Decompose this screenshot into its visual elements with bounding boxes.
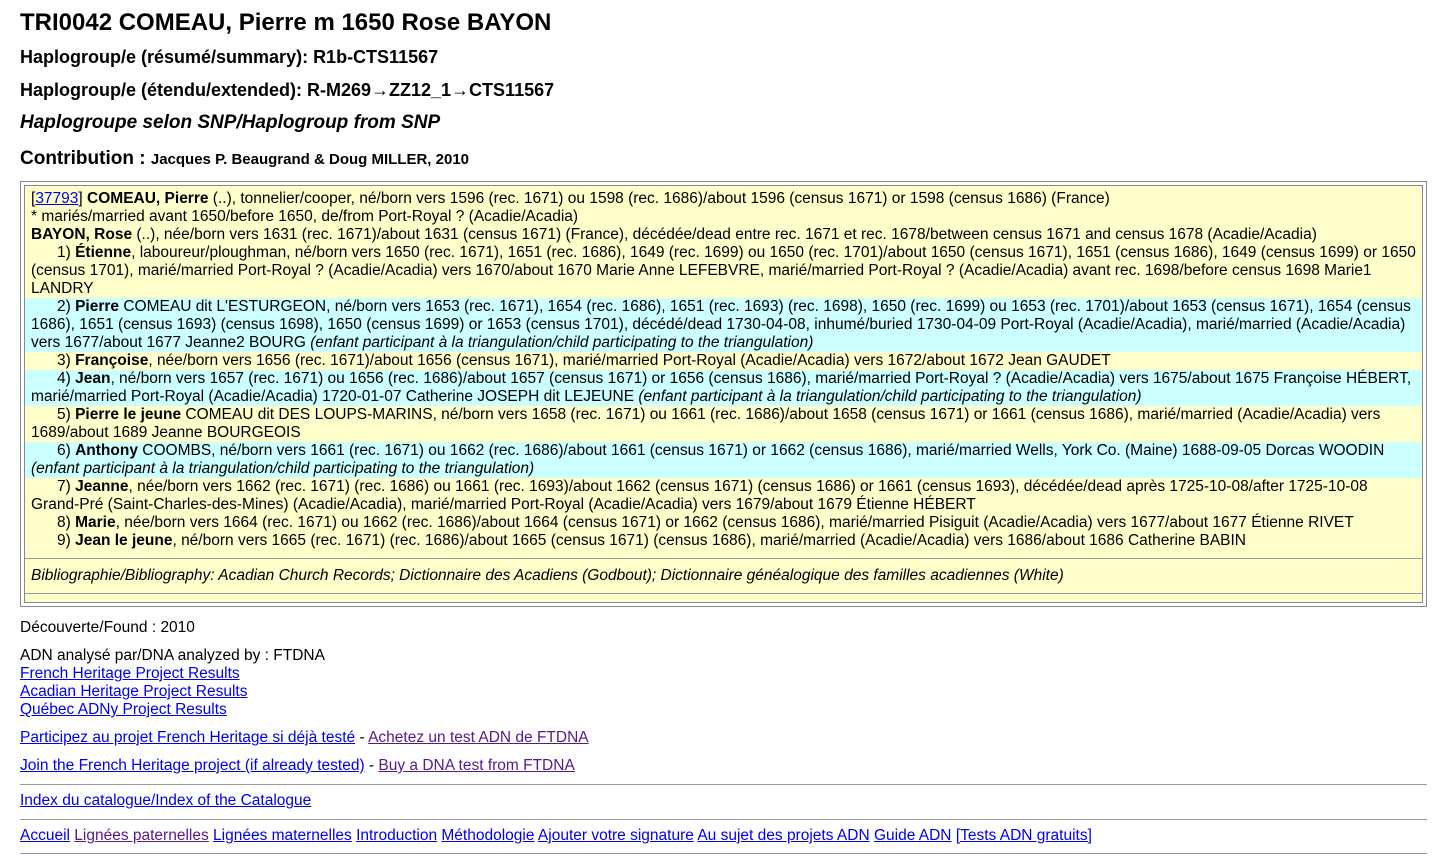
quebec-adny-results-link[interactable]: Québec ADNy Project Results bbox=[20, 701, 227, 718]
child-name: Pierre bbox=[75, 298, 120, 315]
triangulation-note: (enfant participant à la triangulation/child participating to the triangulation) bbox=[310, 334, 814, 351]
child-row: 9) Jean le jeune, né/born vers 1665 (rec. 1671) (rec. 1686)/about 1665 (census 1671) (census 1686), marié/married (Acadie/Acadia) vers 1686/about 1686 Catherine BABIN bbox=[25, 532, 1422, 558]
nav-methodologie[interactable]: Méthodologie bbox=[441, 827, 535, 844]
nav-introduction[interactable]: Introduction bbox=[356, 827, 438, 844]
marriage-line: * mariés/married avant 1650/before 1650, de/from Port-Royal ? (Acadie/Acadia) bbox=[31, 208, 579, 225]
contribution-label: Contribution : bbox=[20, 148, 151, 169]
haplogroup-summary: Haplogroup/e (résumé/summary): R1b-CTS11567 bbox=[20, 47, 439, 67]
found-year: Découverte/Found : 2010 bbox=[20, 619, 195, 636]
record-cell bbox=[24, 185, 1423, 603]
record-id-link[interactable]: 37793 bbox=[35, 190, 79, 207]
spouse-line bbox=[31, 226, 1416, 244]
child-name: Jeanne bbox=[75, 478, 129, 495]
page-title: TRI0042 COMEAU, Pierre m 1650 Rose BAYON bbox=[20, 9, 552, 36]
child-row: 4) Jean, né/born vers 1657 (rec. 1671) ou 1656 (rec. 1686)/about 1657 (census 1671) or 1656 (census 1686), marié/married Port-Royal ? (Acadie/Acadia) vers 1675/about 1675 Françoise HÉBERT, marié/married Port-Royal (Acadie/Acadia) 1720-01-07 Catherine JOSEPH dit LEJEUNE (enfant participant à la triangulation/child participating to the triangulation) bbox=[25, 370, 1422, 406]
child-row: 3) Françoise, née/born vers 1656 (rec. 1671)/about 1656 (census 1671), marié/married Port-Royal (Acadie/Acadia) vers 1672/about 1672 Jean GAUDET bbox=[25, 352, 1422, 370]
head-name: COMEAU, Pierre bbox=[87, 190, 209, 207]
contribution-authors: Jacques P. Beaugrand & Doug MILLER, 2010 bbox=[150, 151, 470, 168]
spouse-details: (..), née/born vers 1631 (rec. 1671)/about 1631 (census 1671) (France), décédée/dead entre rec. 1671 et rec. 1678/between census 1671 and census 1678 (Acadie/Acadia) bbox=[132, 226, 1317, 243]
buy-test-en-link[interactable]: Buy a DNA test from FTDNA bbox=[378, 757, 575, 774]
child-name: Françoise bbox=[75, 352, 149, 369]
project-links bbox=[20, 665, 1427, 719]
join-french-line: Participez au projet French Heritage si déjà testé - Achetez un test ADN de FTDNA bbox=[20, 729, 589, 746]
child-row: 5) Pierre le jeune COMEAU dit DES LOUPS-MARINS, né/born vers 1658 (rec. 1671) ou 1661 (rec. 1686)/about 1658 (census 1671) or 1661 (census 1686), marié/married (Acadie/Acadia) vers 1689/about 1689 Jeanne BOURGEOIS bbox=[25, 406, 1422, 442]
bibliography: Bibliographie/Bibliography: Acadian Church Records; Dictionnaire des Acadiens (Godbout); Dictionnaire généalogique des familles acadiennes (White) bbox=[25, 558, 1422, 593]
triangulation-note: (enfant participant à la triangulation/child participating to the triangulation) bbox=[638, 388, 1142, 405]
nav-ajouter-signature[interactable]: Ajouter votre signature bbox=[537, 827, 694, 844]
join-english-line: Join the French Heritage project (if already tested) - Buy a DNA test from FTDNA bbox=[20, 757, 575, 774]
dna-analyzed-by: ADN analysé par/DNA analyzed by : FTDNA bbox=[20, 647, 325, 664]
child-row: 6) Anthony COOMBS, né/born vers 1661 (rec. 1671) ou 1662 (rec. 1686)/about 1661 (census 1671) or 1662 (census 1686), marié/married Wells, York Co. (Maine) 1688-09-05 Dorcas WOODIN (enfant participant à la triangulation/child participating to the triangulation) bbox=[25, 442, 1422, 478]
nav-projets-adn[interactable]: Au sujet des projets ADN bbox=[697, 827, 870, 844]
nav-tests-gratuits[interactable]: [Tests ADN gratuits] bbox=[955, 827, 1092, 844]
haplogroup-extended: Haplogroup/e (étendu/extended): R-M269→ZZ12_1→CTS11567 bbox=[20, 80, 555, 100]
buy-test-fr-link[interactable]: Achetez un test ADN de FTDNA bbox=[368, 729, 589, 746]
divider bbox=[20, 784, 1427, 785]
join-project-fr-link[interactable]: Participez au projet French Heritage si déjà testé bbox=[20, 729, 356, 746]
footer-nav bbox=[20, 827, 1427, 845]
french-heritage-results-link[interactable]: French Heritage Project Results bbox=[20, 665, 240, 682]
child-name: Anthony bbox=[75, 442, 138, 459]
child-row: 8) Marie, née/born vers 1664 (rec. 1671) ou 1662 (rec. 1686)/about 1664 (census 1671) or 1662 (census 1686), marié/married Pisiguit (Acadie/Acadia) vers 1677/about 1677 Étienne RIVET bbox=[25, 514, 1422, 532]
child-name: Jean bbox=[75, 370, 111, 387]
head-line: [37793] COMEAU, Pierre (..), tonnelier/cooper, né/born vers 1596 (rec. 1671) ou 1598 (rec. 1686)/about 1596 (census 1671) or 1598 (census 1686) (France) bbox=[31, 190, 1110, 207]
child-name: Marie bbox=[75, 514, 116, 531]
bibliography-divider bbox=[25, 593, 1422, 602]
catalogue-index-link[interactable]: Index du catalogue/Index of the Catalogue bbox=[20, 792, 312, 809]
join-project-en-link[interactable]: Join the French Heritage project (if already tested) bbox=[20, 757, 365, 774]
record-table bbox=[20, 181, 1427, 607]
divider bbox=[20, 853, 1427, 854]
spouse-name: BAYON, Rose bbox=[31, 226, 133, 243]
child-name: Pierre le jeune bbox=[75, 406, 182, 423]
child-row: 1) Étienne, laboureur/ploughman, né/born vers 1650 (rec. 1671), 1651 (rec. 1686), 1649 (rec. 1699) ou 1650 (rec. 1701)/about 1650 (census 1671), 1651 (census 1686), 1649 (census 1699) or 1650 (census 1701), marié/married Port-Royal ? (Acadie/Acadia) vers 1670/about 1670 Marie Anne LEFEBVRE, marié/married Port-Royal ? (Acadie/Acadia) avant rec. 1698/before census 1698 Marie1 LANDRY bbox=[25, 244, 1422, 298]
child-row: 2) Pierre COMEAU dit L'ESTURGEON, né/born vers 1653 (rec. 1671), 1654 (rec. 1686), 1651 (rec. 1693) (rec. 1698), 1650 (rec. 1699) ou 1653 (rec. 1701)/about 1653 (census 1671), 1654 (census 1686), 1651 (census 1693) (census 1698), 1650 (census 1699) or 1653 (census 1701), décédé/dead 1730-04-08, inhumé/buried 1730-04-09 Port-Royal (Acadie/Acadia), marié/married (Acadie/Acadia) vers 1677/about 1677 Jeanne2 BOURG (enfant participant à la triangulation/child participating to the triangulation) bbox=[25, 298, 1422, 352]
nav-accueil[interactable]: Accueil bbox=[20, 827, 70, 844]
triangulation-note: (enfant participant à la triangulation/child participating to the triangulation) bbox=[31, 460, 535, 477]
child-row: 7) Jeanne, née/born vers 1662 (rec. 1671) (rec. 1686) ou 1661 (rec. 1693)/about 1662 (census 1671) (census 1686) or 1661 (census 1693), décédée/dead après 1725-10-08/after 1725-10-08 Grand-Pré (Saint-Charles-des-Mines) (Acadie/Acadia), marié/married Port-Royal (Acadie/Acadia) vers 1679/about 1679 Étienne HÉBERT bbox=[25, 478, 1422, 514]
children-list bbox=[31, 244, 1416, 558]
nav-lignees-maternelles[interactable]: Lignées maternelles bbox=[213, 827, 352, 844]
child-name: Jean le jeune bbox=[75, 532, 173, 549]
child-name: Étienne bbox=[75, 244, 132, 261]
contribution bbox=[20, 148, 1427, 171]
head-details: (..), tonnelier/cooper, né/born vers 1596 (rec. 1671) ou 1598 (rec. 1686)/about 1596 (census 1671) or 1598 (census 1686) (France) bbox=[208, 190, 1110, 207]
nav-lignees-paternelles[interactable]: Lignées paternelles bbox=[74, 827, 209, 844]
haplogroup-snp: Haplogroupe selon SNP/Haplogroup from SNP bbox=[20, 112, 441, 133]
nav-guide-adn[interactable]: Guide ADN bbox=[873, 827, 952, 844]
acadian-heritage-results-link[interactable]: Acadian Heritage Project Results bbox=[20, 683, 248, 700]
divider bbox=[20, 819, 1427, 820]
